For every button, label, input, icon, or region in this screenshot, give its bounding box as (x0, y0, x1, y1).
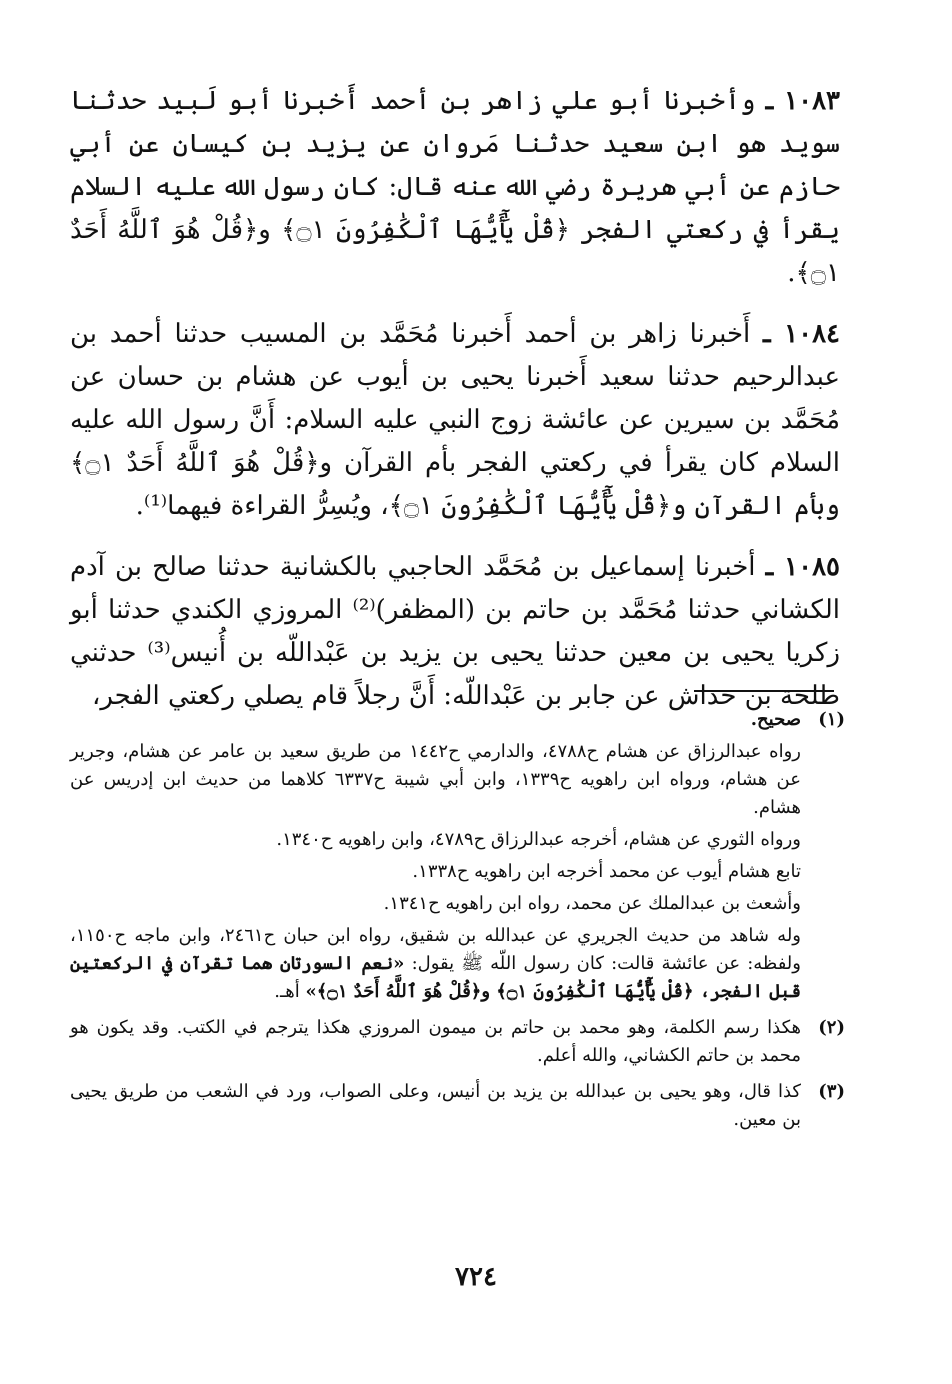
footnote-paragraph: كذا قال، وهو يحيى بن عبدالله بن يزيد بن أنيس، وعلى الصواب، ورد في الشعب من طريق يحيى بن معين. (70, 1081, 801, 1130)
footnote-body (70, 1014, 801, 1074)
footnote-quote: «نعم السورتان هما تقرآن في الركعتين قبل الفجر، ﴿قُلْ يَٰٓأَيُّهَا ٱلْكَٰفِرُونَ ۝١﴾ و﴿قُلْ هُوَ ٱللَّهُ أَحَدٌ ۝١﴾» (70, 953, 801, 1002)
footnote-1 (70, 706, 845, 1010)
footnote-text-end: أهـ. (274, 981, 300, 1002)
page-number: ٧٢٤ (455, 1262, 497, 1292)
hadith-paragraph (70, 80, 840, 295)
footnote-grade: صحيح. (750, 709, 801, 730)
hadith-text: أَخبرنا زاهر بن أحمد أَخبرنا مُحَمَّد بن المسيب حدثنا أحمد بن عبدالرحيم حدثنا سعيد أَخبرنا يحيى بن أيوب عن هشام بن حسان عن مُحَمَّد بن سيرين عن عائشة زوج النبي عليه السلام: أَنَّ رسول الله عليه السلام كان يقرأ في ركعتي الفجر بأم القرآن و﴿قُلْ هُوَ ٱللَّهُ أَحَدٌ ۝١﴾ وبأم القرآن و﴿قُلْ يَٰٓأَيُّهَا ٱلْكَٰفِرُونَ ۝١﴾، ويُسِرُّ القراءة فيهما⁽¹⁾. (70, 319, 840, 521)
footnote-3 (70, 1078, 845, 1138)
hadith-text: أخبرنا إسماعيل بن مُحَمَّد الحاجبي بالكشانية حدثنا صالح بن آدم الكشاني حدثنا مُحَمَّد بن حاتم بن (المظفر)⁽²⁾ المروزي الكندي حدثنا أبو زكريا يحيى بن معين حدثنا يحيى بن يزيد بن عَبْداللّه بن أُنيس⁽³⁾ حدثني طلحة بن خداش عن جابر بن عَبْداللّه: أَنَّ رجلاً قام يصلي ركعتي الفجر، (70, 552, 840, 711)
hadith-paragraph (70, 313, 840, 528)
hadith-1083 (70, 80, 840, 295)
footnote-separator (694, 690, 834, 692)
hadith-number: ١٠٨٤ ـ (763, 319, 841, 349)
hadith-text: وأخبرنا أبو علي زاهر بن أحمد أَخبرنا أبو لَبيد حدثنا سويد هو ابن سعيد حدثنا مَروان عن يزيد بن كيسان عن أبي حازم عن أبي هريرة رضي الله عنه قال: كان رسول الله عليه السلام يقرأ في ركعتي الفجر ﴿قُلْ يَٰٓأَيُّهَا ٱلْكَٰفِرُونَ ۝١﴾ و﴿قُلْ هُوَ ٱللَّهُ أَحَدٌ ۝١﴾. (70, 86, 840, 288)
hadith-number: ١٠٨٥ ـ (765, 552, 841, 582)
main-text (70, 80, 840, 736)
footnote-text: وله شاهد من حديث الجريري عن عبدالله بن شقيق، رواه ابن حبان ح٢٤٦١، وابن ماجه ح١١٥٠، ولفظه: عن عائشة قالت: كان رسول اللّه ﷺ يقول: (70, 925, 801, 974)
footnote-paragraph: رواه عبدالرزاق عن هشام ح٤٧٨٨، والدارمي ح١٤٤٢ من طريق سعيد بن عامر عن هشام، وجرير عن هشام، ورواه ابن راهويه ح١٣٣٩، وابن أبي شيبة ح٦٣٣٧ كلاهما من حديث ابن إدريس عن هشام. (70, 741, 801, 818)
footnote-paragraph: وأشعث بن عبدالملك عن محمد، رواه ابن راهويه ح١٣٤١. (383, 893, 801, 914)
footnote-2 (70, 1014, 845, 1074)
hadith-1085 (70, 546, 840, 718)
footnote-paragraph: هكذا رسم الكلمة، وهو محمد بن حاتم بن ميمون المروزي هكذا يترجم في الكتب. وقد يكون هو محمد بن حاتم الكشاني، والله أعلم. (70, 1017, 801, 1066)
footnotes (70, 706, 845, 1142)
footnote-body (70, 1078, 801, 1138)
footnote-mark: (٢) (818, 1017, 845, 1038)
footnote-mark: (٣) (818, 1081, 845, 1102)
hadith-number: ١٠٨٣ ـ (765, 86, 841, 116)
hadith-1084 (70, 313, 840, 528)
footnote-paragraph: ورواه الثوري عن هشام، أخرجه عبدالرزاق ح٤٧٨٩، وابن راهويه ح١٣٤٠. (276, 829, 801, 850)
footnote-body (70, 706, 801, 1010)
footnote-paragraph: تابع هشام أيوب عن محمد أخرجه ابن راهويه ح١٣٣٨. (412, 861, 801, 882)
hadith-paragraph (70, 546, 840, 718)
footnote-paragraph (70, 922, 801, 1006)
footnote-mark: (١) (818, 709, 845, 730)
